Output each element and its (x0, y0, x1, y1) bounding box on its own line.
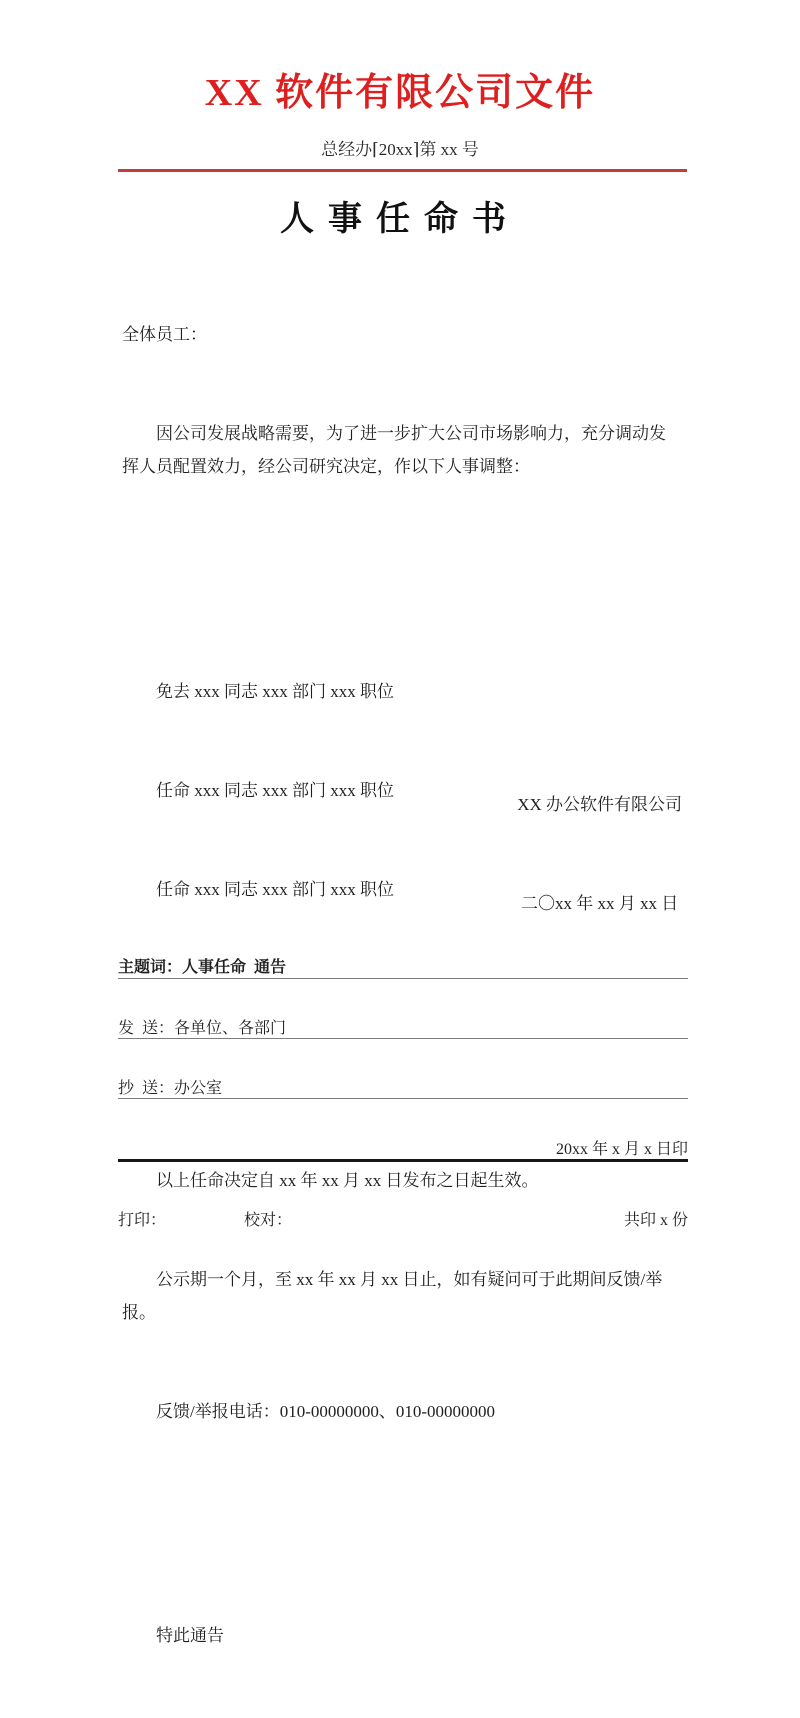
footer-table (118, 916, 688, 1266)
send-label: 发 送： (118, 1020, 175, 1037)
proofread-label: 校对： (244, 1212, 293, 1229)
salutation: 全体员工： (122, 325, 207, 344)
print-label: 打印： (118, 1212, 167, 1229)
intro-paragraph: 因公司发展战略需要，为了进一步扩大公司市场影响力，充分调动发挥人员配置效力，经公司研究决定，作以下人事调整： (122, 424, 666, 476)
appointment-line: 任命 xxx 同志 xxx 部门 xxx 职位 (156, 880, 394, 899)
document-number: 总经办⌈20xx⌉第 xx 号 (321, 140, 479, 159)
note-line: 以上任命决定自 xx 年 xx 月 xx 日发布之日起生效。 (156, 1171, 539, 1190)
print-date: 20xx 年 x 月 x 日印 (555, 1140, 688, 1158)
print-info-row (118, 1198, 688, 1230)
send-row (118, 1015, 688, 1039)
send-value: 各单位、各部门 (174, 1020, 287, 1037)
print-date-row (118, 1135, 688, 1162)
note-line: 反馈/举报电话：010-00000000、010-00000000 (156, 1402, 496, 1421)
subject-label: 主题词： (118, 958, 183, 976)
closing-statement: 特此通告 (156, 1626, 224, 1645)
cc-value: 办公室 (174, 1080, 223, 1097)
appointment-line: 免去 xxx 同志 xxx 部门 xxx 职位 (156, 682, 394, 701)
note-line: 公示期一个月，至 xx 年 xx 月 xx 日止，如有疑问可于此期间反馈/举报。 (122, 1270, 663, 1322)
red-divider-line (118, 169, 687, 172)
appointment-line: 任命 xxx 同志 xxx 部门 xxx 职位 (156, 781, 394, 800)
cc-row (118, 1075, 688, 1099)
cc-label: 抄 送： (118, 1080, 175, 1097)
signature-company: XX 办公软件有限公司 (517, 795, 682, 814)
signature-date: 二〇xx 年 xx 月 xx 日 (520, 894, 679, 913)
document-title: 人事任命书 (280, 201, 520, 238)
subject-row (118, 952, 688, 979)
copies-count: 共印 x 份 (623, 1212, 688, 1229)
company-letterhead: XX 软件有限公司文件 (204, 72, 596, 114)
subject-value: 人事任命 通告 (182, 958, 287, 976)
